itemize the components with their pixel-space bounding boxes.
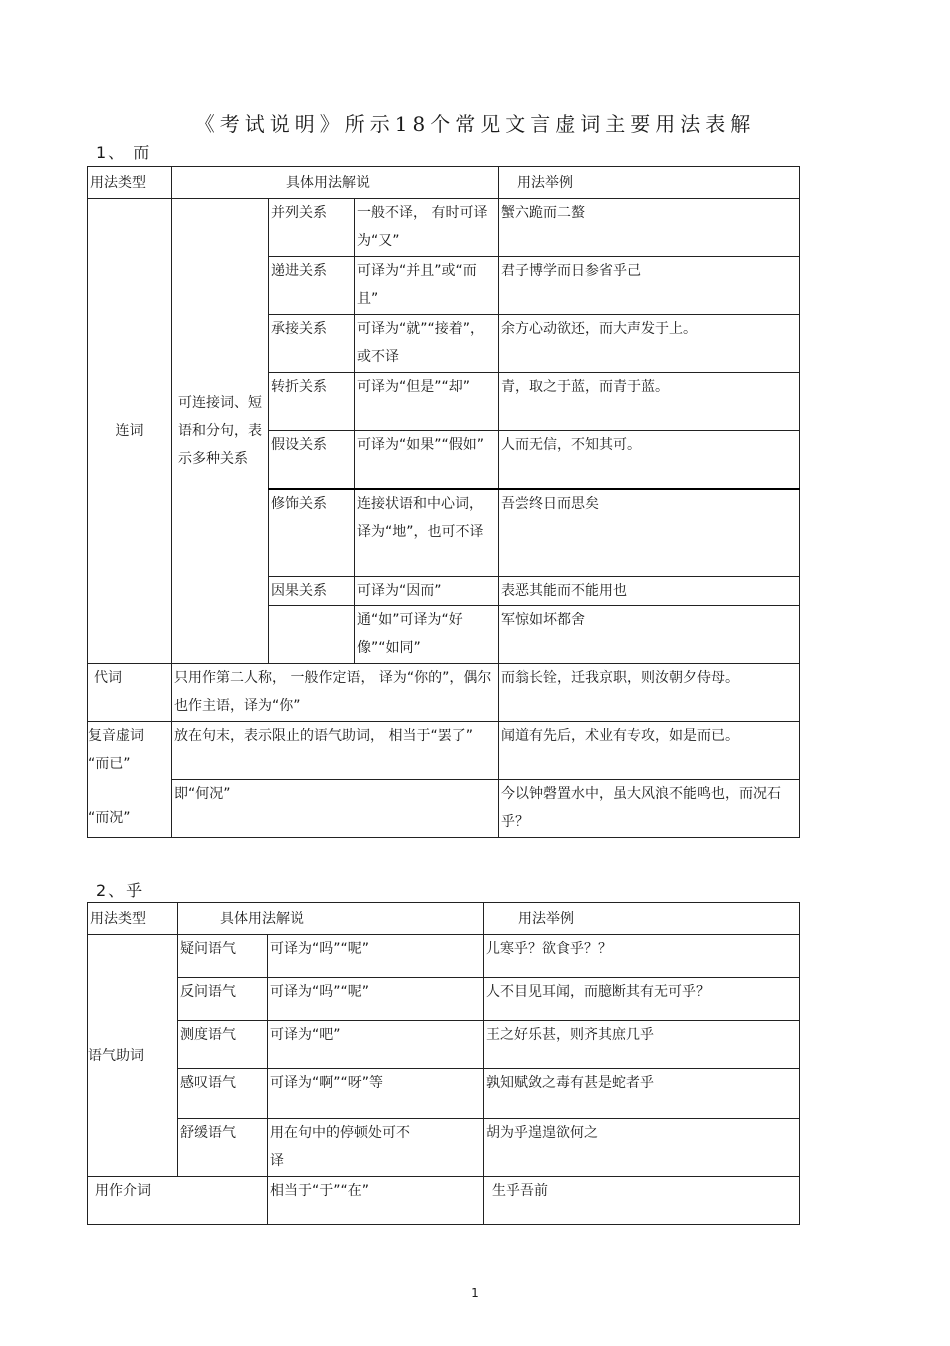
prep-label: 用作介词 bbox=[88, 1177, 268, 1225]
rel-example: 蟹六跪而二螯 bbox=[499, 199, 800, 257]
eryi-example: 闻道有先后，术业有专攻，如是而已。 bbox=[499, 722, 800, 780]
page-number: 1 bbox=[471, 1286, 479, 1300]
table-header-row bbox=[88, 167, 800, 199]
table-header-row bbox=[88, 903, 800, 935]
mood-desc: 可译为“吗”“呢” bbox=[268, 935, 484, 978]
table-row bbox=[88, 199, 800, 257]
rel-desc: 连接状语和中心词，译为“地”，也可不译 bbox=[355, 489, 499, 577]
header-example: 用法举例 bbox=[499, 167, 800, 199]
table-row bbox=[88, 722, 800, 780]
compound-eryi-label: “而已” bbox=[88, 756, 131, 772]
eryi-desc: 放在句末，表示限止的语气助词， 相当于“罢了” bbox=[172, 722, 499, 780]
rel-desc: 可译为“但是”“却” bbox=[355, 373, 499, 431]
rel-label: 假设关系 bbox=[269, 431, 355, 489]
table-row bbox=[88, 664, 800, 722]
table-er bbox=[87, 166, 800, 838]
table-row bbox=[88, 1069, 800, 1119]
table-row bbox=[88, 1021, 800, 1069]
pron-label: 代词 bbox=[88, 664, 172, 722]
mood-example: 人不目见耳闻，而臆断其有无可乎？ bbox=[484, 978, 800, 1021]
pron-example: 而翁长铨，迁我京职，则汝朝夕侍母。 bbox=[499, 664, 800, 722]
header-example: 用法举例 bbox=[484, 903, 800, 935]
prep-example: 生乎吾前 bbox=[484, 1177, 800, 1225]
mood-example: 儿寒乎？欲食乎？？ bbox=[484, 935, 800, 978]
header-type: 用法类型 bbox=[88, 903, 178, 935]
rel-example: 军惊如坏都舍 bbox=[499, 606, 800, 664]
mood-desc: 可译为“啊”“呀”等 bbox=[268, 1069, 484, 1119]
table-row bbox=[88, 1177, 800, 1225]
rel-desc: 通“如”可译为“好像”“如同” bbox=[355, 606, 499, 664]
rel-label bbox=[269, 606, 355, 664]
rel-example: 青，取之于蓝，而青于蓝。 bbox=[499, 373, 800, 431]
header-explain: 具体用法解说 bbox=[178, 903, 484, 935]
compound-erkuang-label: “而况” bbox=[88, 810, 131, 826]
compound-label-text: 复音虚词 bbox=[88, 728, 144, 744]
mood-example: 胡为乎遑遑欲何之 bbox=[484, 1119, 800, 1177]
pron-desc: 只用作第二人称， 一般作定语， 译为“你的”，偶尔也作主语，译为“你” bbox=[172, 664, 499, 722]
rel-example: 人而无信，不知其可。 bbox=[499, 431, 800, 489]
table-row bbox=[88, 935, 800, 978]
section-heading-hu: 2、乎 bbox=[96, 881, 145, 900]
particle-label: 语气助词 bbox=[88, 935, 178, 1177]
mood-label: 感叹语气 bbox=[178, 1069, 268, 1119]
rel-example: 余方心动欲还，而大声发于上。 bbox=[499, 315, 800, 373]
table-row bbox=[88, 780, 800, 838]
rel-desc: 可译为“就”“接着”，或不译 bbox=[355, 315, 499, 373]
erkuang-desc: 即“何况” bbox=[172, 780, 499, 838]
header-explain: 具体用法解说 bbox=[172, 167, 499, 199]
mood-label: 测度语气 bbox=[178, 1021, 268, 1069]
rel-label: 承接关系 bbox=[269, 315, 355, 373]
mood-desc: 可译为“吧” bbox=[268, 1021, 484, 1069]
section-heading-er: 1、 而 bbox=[96, 143, 152, 162]
table-row bbox=[88, 978, 800, 1021]
rel-label: 因果关系 bbox=[269, 577, 355, 606]
rel-label: 并列关系 bbox=[269, 199, 355, 257]
spacer bbox=[88, 778, 169, 804]
mood-desc: 用在句中的停顿处可不译 bbox=[268, 1119, 484, 1177]
erkuang-example: 今以钟磬置水中，虽大风浪不能鸣也，而况石乎？ bbox=[499, 780, 800, 838]
rel-label: 修饰关系 bbox=[269, 489, 355, 577]
mood-label: 舒缓语气 bbox=[178, 1119, 268, 1177]
conj-desc: 可连接词、短语和分句，表示多种关系 bbox=[172, 199, 269, 664]
rel-example: 吾尝终日而思矣 bbox=[499, 489, 800, 577]
table-row bbox=[88, 1119, 800, 1177]
rel-label: 递进关系 bbox=[269, 257, 355, 315]
mood-desc: 可译为“吗”“呢” bbox=[268, 978, 484, 1021]
compound-label bbox=[88, 722, 172, 838]
prep-desc: 相当于“于”“在” bbox=[268, 1177, 484, 1225]
rel-desc: 可译为“如果”“假如” bbox=[355, 431, 499, 489]
conj-label: 连词 bbox=[88, 199, 172, 664]
document-title: 《考试说明》所示18个常见文言虚词主要用法表解 bbox=[194, 112, 756, 136]
rel-label: 转折关系 bbox=[269, 373, 355, 431]
mood-example: 孰知赋敛之毒有甚是蛇者乎 bbox=[484, 1069, 800, 1119]
header-type: 用法类型 bbox=[88, 167, 172, 199]
rel-desc: 可译为“并且”或“而且” bbox=[355, 257, 499, 315]
mood-label: 疑问语气 bbox=[178, 935, 268, 978]
mood-label: 反问语气 bbox=[178, 978, 268, 1021]
rel-example: 君子博学而日参省乎己 bbox=[499, 257, 800, 315]
mood-example: 王之好乐甚，则齐其庶几乎 bbox=[484, 1021, 800, 1069]
rel-desc: 一般不译， 有时可译为“又” bbox=[355, 199, 499, 257]
rel-example: 表恶其能而不能用也 bbox=[499, 577, 800, 606]
rel-desc: 可译为“因而” bbox=[355, 577, 499, 606]
table-hu bbox=[87, 902, 800, 1225]
